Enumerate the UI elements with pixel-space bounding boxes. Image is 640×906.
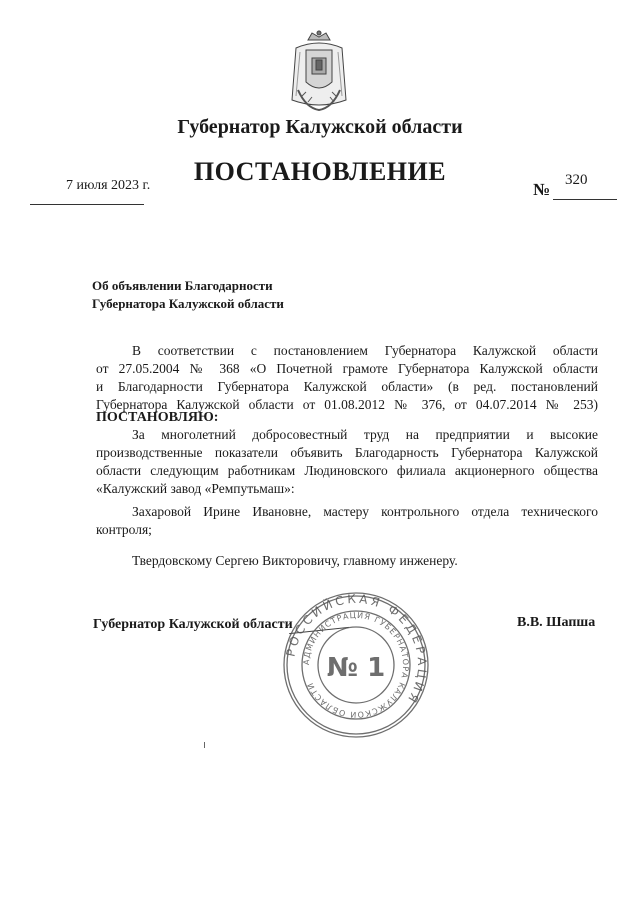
preamble-paragraph (96, 342, 598, 414)
text-line: Твердовскому Сергею Викторовичу, главному инженеру. (132, 553, 458, 568)
document-number: 320 (565, 172, 588, 188)
subject-line: Губернатора Калужской области (92, 296, 284, 311)
date-underline (30, 204, 144, 205)
decision-paragraph (96, 426, 598, 498)
awardee-paragraph (96, 552, 598, 570)
document-type-title: ПОСТАНОВЛЕНИЕ (193, 157, 447, 186)
signatory-title: Губернатор Калужской области (93, 617, 293, 632)
text-line: области следующим работникам Людиновского филиала акционерного общества (96, 463, 598, 478)
official-seal-stamp (281, 590, 431, 740)
svg-text:РОССИЙСКАЯ ФЕДЕРАЦИЯ: РОССИЙСКАЯ ФЕДЕРАЦИЯ (283, 591, 430, 708)
text-line: контроля; (96, 522, 152, 537)
document-date: 7 июля 2023 г. (66, 178, 151, 193)
issuing-authority: Губернатор Калужской области (177, 116, 463, 138)
number-underline (553, 199, 617, 200)
text-line: «Калужский завод «Ремпутьмаш»: (96, 481, 295, 496)
awardee-paragraph (96, 503, 598, 539)
page-mark (204, 742, 205, 748)
signatory-name: В.В. Шапша (517, 615, 596, 630)
subject-line: Об объявлении Благодарности (92, 278, 273, 293)
text-line: Захаровой Ирине Ивановне, мастеру контрольного отдела технического (132, 504, 598, 519)
coat-of-arms-emblem (286, 30, 352, 114)
decree-word: ПОСТАНОВЛЯЮ: (96, 410, 219, 425)
text-line: от 27.05.2004 № 368 «О Почетной грамоте Губернатора Калужской области (96, 361, 598, 376)
text-line: В соответствии с постановлением Губернатора Калужской области (132, 343, 598, 358)
svg-text:АДМИНИСТРАЦИЯ ГУБЕРНАТОРА КАЛУ: АДМИНИСТРАЦИЯ ГУБЕРНАТОРА КАЛУЖСКОЙ ОБЛАСТИ (301, 610, 411, 720)
text-line: производственные показатели объявить Благодарность Губернатора Калужской (96, 445, 598, 460)
text-line: За многолетний добросовестный труд на предприятии и высокие (132, 427, 598, 442)
svg-text:№ 1: № 1 (326, 653, 386, 683)
document-subject (92, 277, 284, 313)
text-line: и Благодарности Губернатора Калужской области» (в ред. постановлений (96, 379, 598, 394)
number-label: № (533, 180, 551, 199)
text-line: Губернатора Калужской области от 01.08.2012 № 376, от 04.07.2014 № 253) (96, 397, 598, 412)
